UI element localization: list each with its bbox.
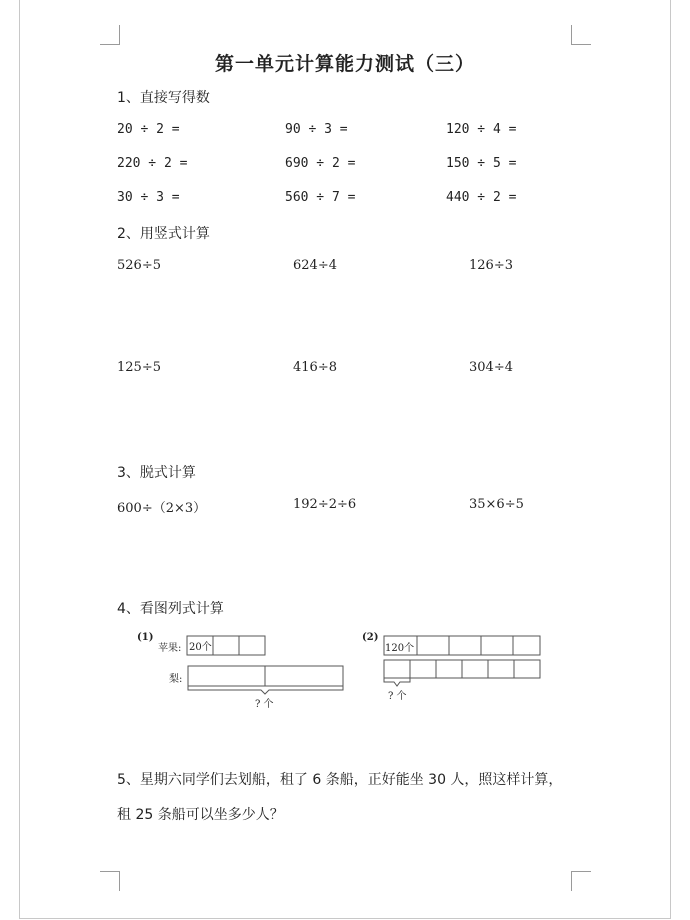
brace [384, 678, 410, 686]
figure-2-number: (2) [362, 632, 379, 643]
pear-label: 梨: [169, 674, 183, 685]
bottom-segment [488, 660, 514, 678]
apple-segment [239, 636, 265, 655]
top-segment [513, 636, 540, 655]
vertical-calc-problem: 126÷3 [469, 258, 513, 273]
section1-heading: 1、直接写得数 [117, 90, 210, 106]
section2-heading: 2、用竖式计算 [117, 226, 210, 242]
bottom-segment [436, 660, 462, 678]
bottom-segment [462, 660, 488, 678]
equation: 220 ÷ 2 = [117, 156, 188, 171]
stepwise-calc-problem: 192÷2÷6 [293, 497, 357, 512]
vertical-calc-problem: 416÷8 [293, 360, 337, 375]
equation: 90 ÷ 3 = [285, 122, 348, 137]
equation: 20 ÷ 2 = [117, 122, 180, 137]
margin-mark-bottom-left [100, 871, 120, 891]
vertical-calc-problem: 304÷4 [469, 360, 513, 375]
section4-heading: 4、看图列式计算 [117, 601, 224, 617]
brace [188, 686, 343, 694]
top-segment [481, 636, 513, 655]
page-title: 第一单元计算能力测试（三） [214, 53, 475, 75]
top-segment [449, 636, 481, 655]
apple-value: 20个 [189, 642, 212, 653]
bottom-segment [410, 660, 436, 678]
margin-mark-top-right [571, 25, 591, 45]
stepwise-calc-problem: 600÷（2×3） [117, 501, 207, 516]
figure-1-number: (1) [137, 632, 154, 643]
equation: 150 ÷ 5 = [446, 156, 517, 171]
equation: 440 ÷ 2 = [446, 190, 517, 205]
question-label: ? 个 [388, 691, 407, 702]
vertical-calc-problem: 125÷5 [117, 360, 161, 375]
margin-mark-top-left [100, 25, 120, 45]
equation: 690 ÷ 2 = [285, 156, 356, 171]
top-segment [417, 636, 449, 655]
apple-segment [213, 636, 239, 655]
apple-label: 苹果: [158, 643, 182, 654]
section3-heading: 3、脱式计算 [117, 465, 196, 481]
top-value: 120个 [385, 643, 415, 654]
vertical-calc-problem: 526÷5 [117, 258, 161, 273]
equation: 30 ÷ 3 = [117, 190, 180, 205]
stepwise-calc-problem: 35×6÷5 [469, 497, 524, 512]
equation: 120 ÷ 4 = [446, 122, 517, 137]
equation: 560 ÷ 7 = [285, 190, 356, 205]
question-label: ? 个 [255, 699, 274, 710]
vertical-calc-problem: 624÷4 [293, 258, 337, 273]
margin-mark-bottom-right [571, 871, 591, 891]
word-problem-line-2: 租 25 条船可以坐多少人？ [117, 807, 284, 823]
bottom-segment [384, 660, 410, 678]
word-problem-line-1: 5、星期六同学们去划船，租了 6 条船，正好能坐 30 人，照这样计算， [117, 772, 563, 788]
bottom-segment [514, 660, 540, 678]
